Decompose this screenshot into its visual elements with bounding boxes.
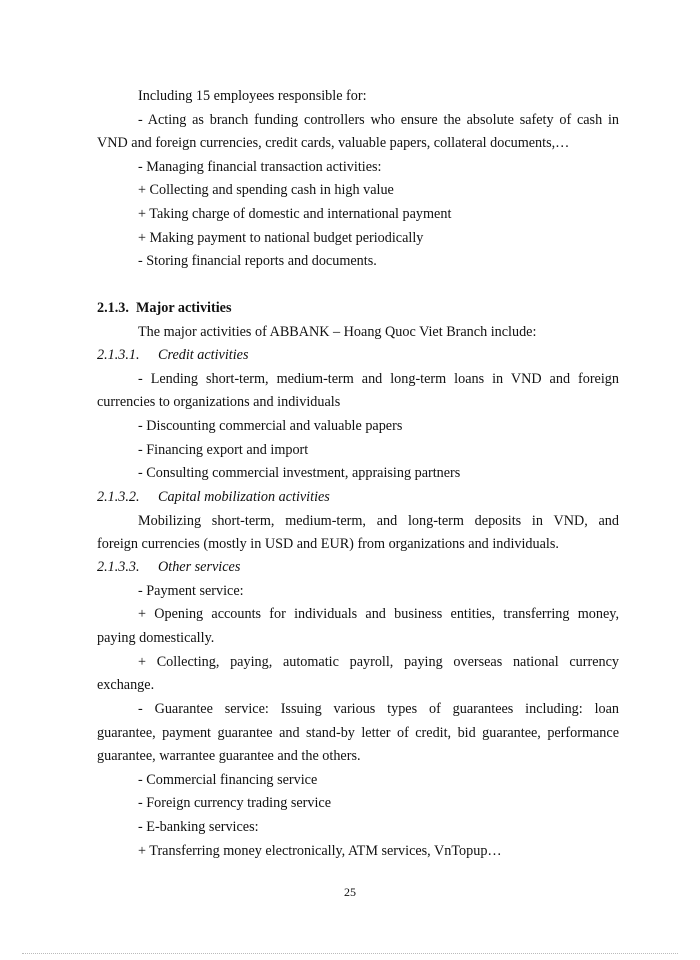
intro-line-7: - Storing financial reports and documents.	[138, 253, 377, 269]
subsection-title-3: Other services	[158, 559, 241, 575]
credit-line-4: - Consulting commercial investment, appraising partners	[138, 465, 461, 481]
intro-line-4: + Collecting and spending cash in high value	[138, 182, 394, 198]
services-line-6: - Foreign currency trading service	[138, 795, 332, 811]
subsection-number-2: 2.1.3.2.	[97, 489, 140, 505]
subsection-title-1: Credit activities	[158, 347, 249, 363]
intro-line-3: - Managing financial transaction activities:	[138, 159, 382, 175]
services-line-1: - Payment service:	[138, 583, 244, 599]
credit-line-1a: - Lending short-term, medium-term and long-term loans in VND and foreign	[138, 371, 619, 387]
credit-line-3: - Financing export and import	[138, 442, 309, 458]
services-line-2b: paying domestically.	[97, 630, 215, 646]
services-line-4c: guarantee, warrantee guarantee and the others.	[97, 748, 361, 764]
subsection-heading-3	[97, 558, 240, 576]
section-heading	[97, 299, 231, 317]
intro-line-1: Including 15 employees responsible for:	[138, 88, 367, 104]
subsection-number-1: 2.1.3.1.	[97, 347, 140, 363]
services-line-3a: + Collecting, paying, automatic payroll, paying overseas national currency	[138, 654, 619, 670]
subsection-heading-1	[97, 346, 249, 364]
capital-line-1a: Mobilizing short-term, medium-term, and long-term deposits in VND, and	[138, 513, 619, 529]
intro-line-2a: - Acting as branch funding controllers who ensure the absolute safety of cash in	[138, 112, 619, 128]
subsection-title-2: Capital mobilization activities	[158, 489, 330, 505]
section-title: Major activities	[136, 300, 232, 316]
services-line-4b: guarantee, payment guarantee and stand-by letter of credit, bid guarantee, performance	[97, 725, 619, 741]
page-number: 25	[344, 885, 356, 899]
credit-line-2: - Discounting commercial and valuable papers	[138, 418, 403, 434]
page-bottom-divider	[22, 953, 678, 954]
credit-line-1b: currencies to organizations and individuals	[97, 394, 341, 410]
subsection-heading-2	[97, 488, 330, 506]
subsection-number-3: 2.1.3.3.	[97, 559, 140, 575]
services-line-4a: - Guarantee service: Issuing various types of guarantees including: loan	[138, 701, 619, 717]
services-line-2a: + Opening accounts for individuals and business entities, transferring money,	[138, 606, 619, 622]
capital-line-1b: foreign currencies (mostly in USD and EUR) from organizations and individuals.	[97, 536, 559, 552]
intro-line-6: + Making payment to national budget periodically	[138, 230, 424, 246]
section-intro: The major activities of ABBANK – Hoang Quoc Viet Branch include:	[138, 324, 537, 340]
section-number: 2.1.3.	[97, 300, 129, 316]
services-line-7: - E-banking services:	[138, 819, 259, 835]
intro-line-2b: VND and foreign currencies, credit cards, valuable papers, collateral documents,…	[97, 135, 570, 151]
services-line-3b: exchange.	[97, 677, 155, 693]
services-line-8: + Transferring money electronically, ATM services, VnTopup…	[138, 843, 502, 859]
services-line-5: - Commercial financing service	[138, 772, 318, 788]
intro-line-5: + Taking charge of domestic and international payment	[138, 206, 452, 222]
